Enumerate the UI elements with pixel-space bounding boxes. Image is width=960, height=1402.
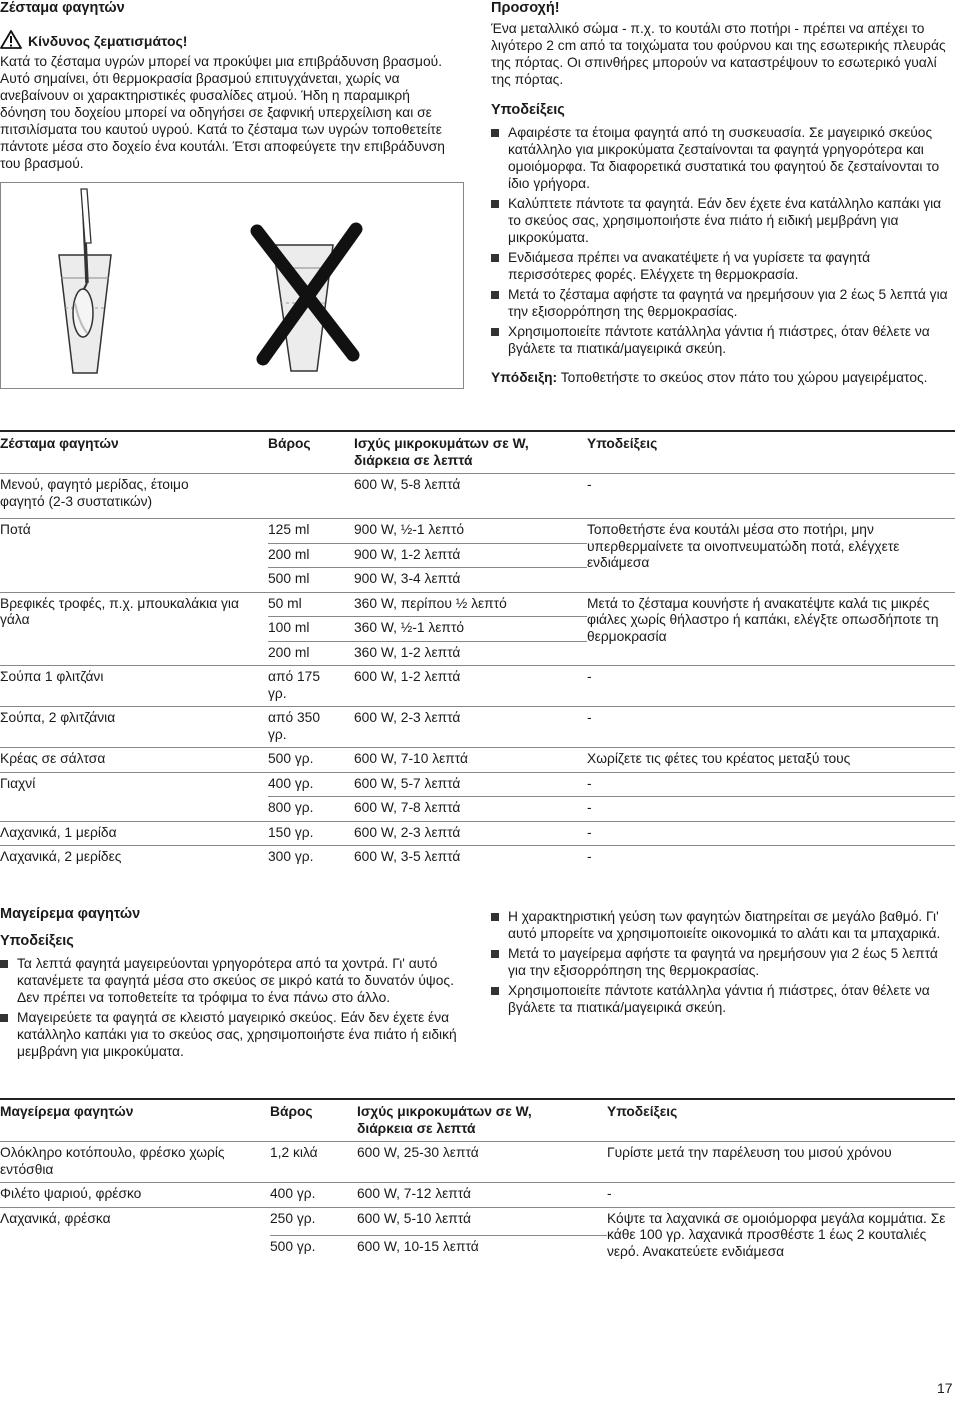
note-label: Υπόδειξη: — [491, 370, 558, 385]
table-row: 200 ml 360 W, 1-2 λεπτά — [268, 644, 461, 660]
table-row: 500 γρ. 600 W, 10-15 λεπτά — [270, 1239, 479, 1255]
column-header: Ισχύς μικροκυμάτων σε W, διάρκεια σε λεπτά — [357, 1104, 532, 1136]
warning-triangle-icon — [0, 30, 22, 52]
warning-title: Κίνδυνος ζεματισμάτος! — [28, 33, 188, 49]
table-row: Λαχανικά, 2 μερίδες 300 γρ. 600 W, 3-5 λεπτά - — [0, 846, 955, 870]
column-header: Υποδείξεις — [587, 436, 658, 451]
list-item: Χρησιμοποιείτε πάντοτε κατάλληλα γάντια ή πιάστρες, όταν θέλετε να βγάλετε τα πιατικά/μαγειρικά σκεύη. — [491, 982, 953, 1016]
list-item: Ενδιάμεσα πρέπει να ανακατέψετε ή να γυρίσετε τα φαγητά περισσότερες φορές. Ελέγχετε τη θερμοκρασία. — [491, 249, 953, 283]
list-item: Χρησιμοποιείτε πάντοτε κατάλληλα γάντια ή πιάστρες, όταν θέλετε να βγάλετε τα πιατικά/μαγειρικά σκεύη. — [491, 323, 953, 357]
table-row: Ολόκληρο κοτόπουλο, φρέσκο χωρίς εντόσθια 1,2 κιλά 600 W, 25-30 λεπτά Γυρίστε μετά την παρέλευση του μισού χρόνου — [0, 1142, 955, 1183]
tips-list — [491, 124, 953, 357]
cooking-table — [0, 1098, 955, 1264]
table-row: 800 γρ. 600 W, 7-8 λεπτά - — [268, 800, 592, 815]
table-row: 100 ml 360 W, ½-1 λεπτό — [0, 617, 955, 642]
table-row: Φιλέτο ψαριού, φρέσκο 400 γρ. 600 W, 7-12 λεπτά - — [0, 1183, 955, 1208]
square-bullet-icon — [491, 987, 499, 995]
square-bullet-icon — [491, 291, 499, 299]
list-item: Καλύπτετε πάντοτε τα φαγητά. Εάν δεν έχετε ένα κατάλληλο καπάκι για το σκεύος σας, χρησιμοποιήστε ένα πιάτο ή ειδική μεμβράνη για μικροκύματα. — [491, 195, 953, 246]
table-row: 500 ml 900 W, 3-4 λεπτά — [268, 571, 461, 586]
column-header: Υποδείξεις — [607, 1104, 678, 1119]
column-header: Ισχύς μικροκυμάτων σε W, διάρκεια σε λεπτά — [354, 436, 529, 468]
table-row: Ποτά 125 ml 900 W, ½-1 λεπτό Τοποθετήστε ένα κουτάλι μέσα στο ποτήρι, μην υπερθερμαίνετε τα οινοπνευματώδη ποτά, ελέγχετε ενδιάμεσα — [0, 519, 955, 544]
list-item: Αφαιρέστε τα έτοιμα φαγητά από τη συσκευασία. Σε μαγειρικό σκεύος κατάλληλο για μικροκύματα ζεσταίνονται τα φαγητά γρηγορότερα και ομοιόμορφα. Τα διαφορετικά συστατικά του φαγητού δε ζεσταίνονται το ίδιο γρήγορα. — [491, 124, 953, 192]
tips-title: Υποδείξεις — [491, 102, 565, 118]
square-bullet-icon — [0, 960, 8, 968]
square-bullet-icon — [491, 200, 499, 208]
table-row: Βρεφικές τροφές, π.χ. μπουκαλάκια για γάλα 50 ml 360 W, περίπου ½ λεπτό Μετά το ζέσταμα κουνήστε ή ανακατέψτε καλά τις μικρές φιάλες χωρίς θήλαστρο ή καπάκι, ελέγξτε οπωσδήποτε τη θερμοκρασία — [0, 592, 955, 617]
list-item: Η χαρακτηριστική γεύση των φαγητών διατηρείται σε μεγάλο βαθμό. Γι' αυτό μπορείτε να χρησιμοποιείτε οικονομικά το αλάτι και τα μπαχαρικά. — [491, 908, 953, 942]
tips-list — [0, 955, 462, 1060]
square-bullet-icon — [491, 254, 499, 262]
list-item: Μετά το ζέσταμα αφήστε τα φαγητά να ηρεμήσουν για 2 έως 5 λεπτά για την εξισορρόπηση της θερμοκρασίας. — [491, 286, 953, 320]
cooking-tips-title: Υποδείξεις — [0, 933, 74, 949]
caution-text: Ένα μεταλλικό σώμα - π.χ. το κουτάλι στο ποτήρι - πρέπει να απέχει το λιγότερο 2 cm από τα τοιχώματα του φούρνου και της εσωτερικής πλευράς της πόρτας. Οι σπινθήρες μπορούν να καταστρέψουν το εσωτερικό γυαλί της πόρτας. — [491, 21, 946, 87]
note-text: Τοποθετήστε το σκεύος στον πάτο του χώρου μαγειρέματος. — [560, 370, 928, 385]
table-row: Σούπα, 2 φλιτζάνια από 350 γρ. 600 W, 2-3 λεπτά - — [0, 707, 955, 748]
caution-title: Προσοχή! — [491, 0, 560, 16]
right-column — [491, 0, 953, 386]
list-item: Μετά το μαγείρεμα αφήστε τα φαγητά να ηρεμήσουν για 2 έως 5 λεπτά για την εξισορρόπηση της θερμοκρασίας. — [491, 945, 953, 979]
square-bullet-icon — [0, 1014, 8, 1022]
heating-table — [0, 430, 955, 870]
warning-heading — [0, 30, 187, 52]
column-header: Μαγείρεμα φαγητών — [0, 1104, 134, 1119]
cooking-left-column — [0, 906, 462, 1060]
table-row: Λαχανικά, 1 μερίδα 150 γρ. 600 W, 2-3 λεπτά - — [0, 821, 955, 846]
list-item: Μαγειρεύετε τα φαγητά σε κλειστό μαγειρικό σκεύος. Εάν δεν έχετε ένα κατάλληλο καπάκι για το σκεύος σας, χρησιμοποιήστε ένα πιάτο ή ειδική μεμβράνη για μικροκύματα. — [0, 1009, 462, 1060]
cooking-right-column — [491, 908, 953, 1016]
table-row: Κρέας σε σάλτσα 500 γρ. 600 W, 7-10 λεπτά Χωρίζετε τις φέτες του κρέατος μεταξύ τους — [0, 748, 955, 773]
column-header: Βάρος — [270, 1104, 313, 1119]
table-row: Γιαχνί 400 γρ. 600 W, 5-7 λεπτά - — [0, 772, 955, 797]
page-number: 17 — [937, 1380, 953, 1396]
column-header: Ζέσταμα φαγητών — [0, 436, 119, 451]
square-bullet-icon — [491, 129, 499, 137]
list-item: Τα λεπτά φαγητά μαγειρεύονται γρηγορότερα από τα χοντρά. Γι' αυτό κατανέμετε τα φαγητά μέσα στο σκεύος σε μικρό κατά το δυνατόν ύψος. Δεν πρέπει να τοποθετείτε τα τρόφιμα το ένα πάνω στο άλλο. — [0, 955, 462, 1006]
table-row: Σούπα 1 φλιτζάνι από 175 γρ. 600 W, 1-2 λεπτά - — [0, 666, 955, 707]
square-bullet-icon — [491, 913, 499, 921]
table-row: Μενού, φαγητό μερίδας, έτοιμο φαγητό (2-3 συστατικών) 600 W, 5-8 λεπτά - — [0, 474, 955, 519]
section-title-heating: Ζέσταμα φαγητών — [0, 0, 125, 16]
glass-with-spoon-image — [59, 189, 111, 373]
column-header: Βάρος — [268, 436, 311, 451]
table-row: Λαχανικά, φρέσκα 250 γρ. 600 W, 5-10 λεπτά Κόψτε τα λαχανικά σε ομοιόμορφα μεγάλα κομμάτια. Σε κάθε 100 γρ. λαχανικά προσθέστε 1 έως 2 κουταλιές νερό. Ανακατεύετε ενδιάμεσα — [0, 1207, 955, 1236]
table-row: 200 ml 900 W, 1-2 λεπτά — [0, 543, 955, 568]
square-bullet-icon — [491, 950, 499, 958]
warning-text: Κατά το ζέσταμα υγρών μπορεί να προκύψει μια επιβράδυνση βρασμού. Αυτό σημαίνει, ότι θερμοκρασία βρασμού επιτυγχάνεται, χωρίς να ανεβαίνουν οι χαρακτηριστικές φυσαλίδες ατμού. Ήδη η παραμικρή δόνηση του δοχείου μπορεί να οδηγήσει σε ξαφνική υπερχείλιση και σε πιτσιλίσματα του καυτού υγρού. Κατά το ζέσταμα των υγρών τοποθετείτε πάντοτε μέσα στο δοχείο ένα κουτάλι. Έτσι αποφεύγετε την επιβράδυνση του βρασμού. — [0, 54, 445, 171]
section-title-cooking: Μαγείρεμα φαγητών — [0, 906, 141, 922]
square-bullet-icon — [491, 328, 499, 336]
glass-spoon-illustration — [0, 182, 464, 389]
note — [491, 369, 953, 386]
